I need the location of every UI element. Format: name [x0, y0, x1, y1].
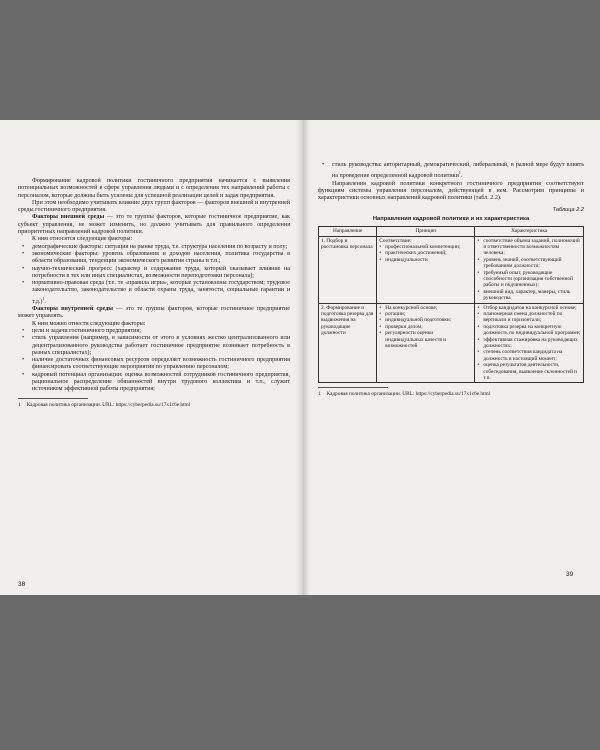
footnote: 1 Кадровая политика организации. URL: https://cyberpedia.su/17x1c6e.html	[18, 401, 191, 408]
column-header: Направление	[319, 227, 377, 236]
list-item: • кадровый потенциал организации: оценка возможностей сотрудников гостиничного предприятия, рациональное распределение обязанностей внутри трудового коллектива и т.п., служит источником эффективной работы предприятия;	[18, 372, 290, 394]
column-header: Характеристика	[475, 227, 584, 236]
list-item: • практических достижений;	[379, 250, 472, 256]
table-row	[319, 236, 584, 303]
list-item: • уровень знаний, соответствующий требованиям должности;	[477, 257, 581, 270]
term: Факторы внутренней среды	[32, 306, 114, 313]
characteristic-cell	[475, 236, 584, 303]
page-number-left: 38	[18, 581, 26, 588]
footnote-divider	[318, 387, 388, 388]
paragraph: Формирование кадровой политики гостиничного предприятия начинается с выявления потенциальных возможностей в сфере управления людьми и с определения тех направлений работы с персоналом, которые должны быть усилены для успешной реализации целей и задач предприятия.	[18, 178, 290, 199]
page-number-right: 39	[566, 571, 574, 578]
continued-list	[318, 162, 584, 181]
list-item: • индивидуальности	[379, 257, 472, 263]
list-item: • требуемый опыт, руководящие способности (организация собственной работы и подчиненных);	[477, 270, 581, 289]
paragraph: При этом необходимо учитывать влияние двух групп факторов — факторов внешней и внутренней среды гостиничного предприятия.	[18, 199, 290, 214]
column-header: Принцип	[377, 227, 475, 236]
list-item: • эффективная стажировка на руководящих должностях;	[477, 337, 581, 350]
list-item: • профессиональной компетенции;	[379, 244, 472, 250]
list-item: • нормативно-правовая среда (т.е. те «правила игры», которые установлены государством; трудовое законодательство, законодательство в области охраны труда, занятости, социальные гарантии и т.д.)$^1$.	[18, 280, 290, 306]
footnote-ref: 1	[458, 170, 461, 176]
list-intro: К ним относятся следующие факторы:	[32, 236, 133, 243]
paragraph: Направления кадровой политики конкретного гостиничного предприятия соответствуют функциям системы управления персоналом, действующей в нем. Рассмотрим принципы и характеристики основных направлений кадровой политики (табл. 2.2).	[318, 180, 584, 202]
internal-factors-list	[18, 328, 290, 394]
list-item: • регулярности оценки индивидуальных качеств и возможностей	[379, 330, 472, 349]
list-item: • подготовка резерва на конкретную должность по индивидуальной программе;	[477, 324, 581, 337]
list-item: • На конкурсной основе;	[379, 305, 472, 311]
list-item: • экономические факторы: уровень образования и доходов населения, политика государства в области образования, тенденции экономического развития страны и т.п.;	[18, 251, 290, 266]
list-item: • научно-технический прогресс (характер и содержание труда, который оказывает влияние на потребности в тех или иных специалистах, возможности переподготовки персонала);	[18, 266, 290, 281]
list-item: • стиль руководства: авторитарный, демократический, либеральный, в разной мере будут влиять на проведение определенной кадровой политики$^1$.	[318, 162, 584, 181]
characteristic-cell	[475, 303, 584, 383]
footnote-ref: 1	[42, 295, 45, 301]
direction-cell: 2. Формирование и подготовка резерва для выдвижения на руководящие должности	[319, 303, 377, 383]
right-page	[318, 162, 584, 398]
list-item: • наличие достаточных финансовых ресурсов определяет возможность гостиничного предприятия финансировать соответствующие мероприятия по управлению персоналом;	[18, 357, 290, 372]
list-item: • Отбор кандидатов на конкурсной основе;	[477, 305, 581, 311]
table-header-row	[319, 227, 584, 236]
footnote: 1 Кадровая политика организации. URL: https://cyberpedia.su/17x1c6e.html	[318, 391, 491, 398]
term: Факторы внешней среды	[32, 214, 105, 221]
list-item: • соответствие объема заданий, полномочий и ответственности возможностям человека;	[477, 238, 581, 257]
directions-table	[318, 226, 584, 383]
list-item: • демографические факторы: ситуация на рынке труда, т.е. структура населения по возрасту и полу;	[18, 244, 290, 251]
list-intro: К ним можно отнести следующие факторы:	[32, 320, 146, 327]
external-factors-list	[18, 244, 290, 306]
list-item: • цели и задачи гостиничного предприятия;	[18, 328, 290, 335]
book-gutter	[296, 120, 310, 595]
principle-cell	[377, 303, 475, 383]
list-item: • планомерная смена должностей по вертикали и горизонтали;	[477, 311, 581, 324]
list-item: • внешний вид, характер, манеры, стиль руководства	[477, 289, 581, 302]
list-item: • индивидуальной подготовки;	[379, 317, 472, 323]
list-item: • степень соответствия кандидата на должность в настоящий момент;	[477, 349, 581, 362]
list-item: • проверки делом;	[379, 324, 472, 330]
external-factors-definition: Факторы внешней среды — это те группы факторов, которые гостиничное предприятие, как субъект управления, не может изменить, но должно учитывать для правильного определения приоритетных направлений кадровой политики.	[18, 214, 290, 236]
list-item: • оценка результатов деятельности, собеседования, выявление склонностей и т.п.	[477, 362, 581, 381]
left-page	[18, 178, 290, 408]
direction-cell: 1. Подбор и расстановка персонала	[319, 236, 377, 303]
footnote-divider	[18, 398, 88, 399]
table-label: Таблица 2.2	[552, 206, 584, 213]
table-title: Направления кадровой политики и их характеристика	[372, 215, 530, 222]
list-item: • стиль управления (например, в зависимости от этого в условиях жестко централизованного или децентрализованного руководства работает гостиничное предприятие возникает потребность в разных специалистах);	[18, 335, 290, 357]
internal-factors-definition: Факторы внутренней среды — это те группы факторов, которые гостиничное предприятие может управлять.	[18, 306, 290, 320]
principle-cell: Соответствие: • профессиональной компетенции; • практических достижений; • индивидуальности	[377, 236, 475, 303]
list-item: • ротации;	[379, 311, 472, 317]
table-row	[319, 303, 584, 383]
